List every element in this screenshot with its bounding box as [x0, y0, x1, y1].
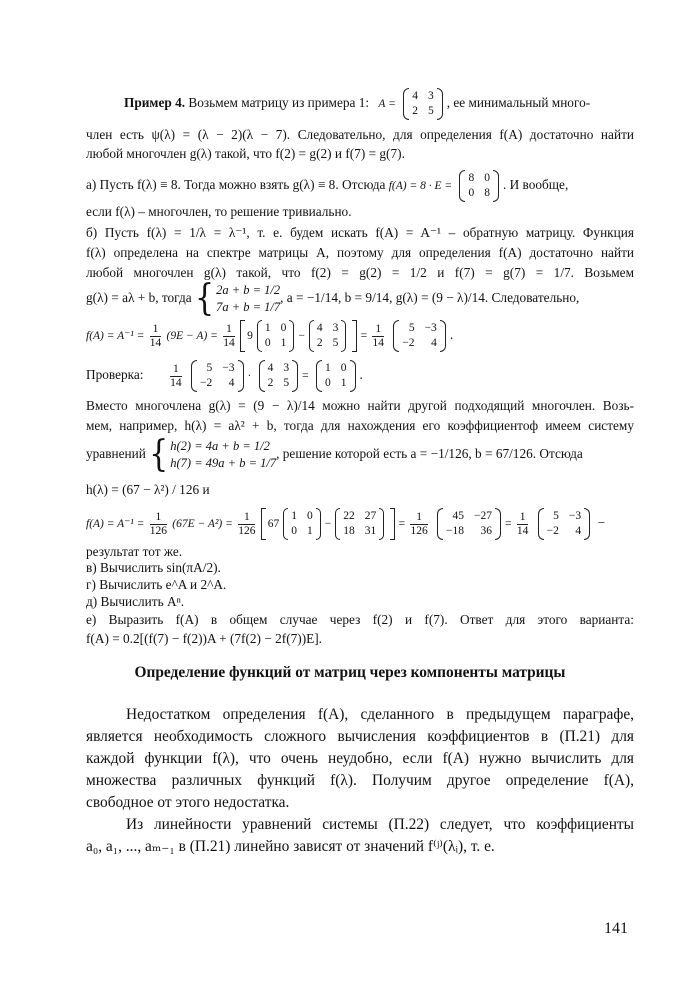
matrix-cell: −2 — [546, 525, 559, 537]
alt-formula: f(A) = A⁻¹ = $\frac{1}{126}$ (67E − A²) = $\frac{1}{126}$ 67 1 0 0 1 − 22 27 18 31 = $\frac{1}{126}$ 45 −27 −18 36 = $\frac{1}{14}$ 5 −3 −2 4 − — [86, 508, 634, 540]
case-a-line-1 — [86, 170, 634, 202]
case-b-line-4-post: , a = −1/14, b = 9/14, g(λ) = (9 − λ)/14. Следовательно, — [280, 290, 580, 306]
matrix-mid — [437, 508, 501, 540]
matrix-cell: 3 — [332, 322, 339, 334]
alt-mid: (67E − A²) = — [172, 518, 233, 531]
matrix-cell: 4 — [431, 337, 437, 349]
matrix-cell: 1 — [325, 362, 331, 374]
matrix-cell: 4 — [316, 322, 323, 334]
matrix-cell: 3 — [283, 362, 290, 374]
frac-1-126-b — [238, 511, 255, 538]
frac-den: 126 — [238, 524, 256, 537]
frac-num: 1 — [238, 511, 255, 525]
matrix-cell: 0 — [264, 337, 271, 349]
matrix-cell: −3 — [222, 362, 235, 374]
matrix-cell: 0 — [340, 362, 347, 374]
coef-9: 9 — [247, 330, 253, 342]
matrix-cell: 0 — [484, 172, 490, 184]
frac-den: 14 — [149, 336, 162, 349]
case-b-system: { 2a + b = 1/2 7a + b = 1/7 — [194, 277, 281, 320]
case-b-line-3: любой многочлен g(λ) такой, что f(2) = g(2) = 1/2 и f(7) = g(7) = 1/7. Возьмем — [86, 265, 634, 280]
alt-tail: − — [597, 515, 605, 531]
matrix-cell: 27 — [364, 510, 377, 522]
matrix-cell: −2 — [402, 337, 415, 349]
paragraph-1-line-4: множества различных функций f(λ). Получим другое определение f(A), — [86, 772, 634, 789]
check-label: Проверка: — [86, 367, 144, 383]
matrix-cell: 45 — [452, 510, 465, 522]
matrix-cell: 1 — [264, 322, 271, 334]
matrix-cell: 5 — [408, 322, 415, 334]
matrix-cell: 1 — [307, 525, 313, 537]
matrix-cell: 5 — [553, 510, 559, 522]
frac-1-126 — [150, 511, 167, 538]
paragraph-2-line-2: a₀, a₁, ..., aₘ₋₁ в (П.21) линейно зависят от значений f⁽ʲ⁾(λᵢ), т. е. — [86, 838, 495, 855]
item-v: в) Вычислить sin(πA/2). — [86, 560, 221, 575]
frac-den: 14 — [372, 336, 384, 349]
matrix-cell: −3 — [568, 510, 582, 522]
matrix-cell: 2 — [412, 105, 418, 117]
matrix-cell: 8 — [468, 172, 475, 184]
alt-matrix-result — [538, 508, 591, 540]
example-4-line-1 — [124, 88, 634, 120]
case-b-line-1: б) Пусть f(λ) = 1/λ = λ⁻¹, т. е. будем искать f(A) = A⁻¹ – обратную матрицу. Функция — [86, 225, 634, 240]
case-a-pre: а) Пусть f(λ) ≡ 8. Тогда можно взять g(λ) ≡ 8. Отсюда — [86, 177, 386, 193]
paragraph-1-line-2: является необходимость сложного вычисления коэффициентов в (П.21) для — [86, 728, 634, 745]
item-d: д) Вычислить Aⁿ. — [86, 594, 185, 609]
bracket-group: 9 1 0 0 1 − 4 3 2 5 — [240, 320, 357, 352]
matrix-cell: 18 — [343, 525, 355, 537]
item-g: г) Вычислить e^A и 2^A. — [86, 577, 227, 592]
matrix-E — [257, 320, 295, 352]
matrix-cell: 22 — [343, 510, 355, 522]
frac-1-126-c — [410, 511, 427, 538]
matrix-cell: 3 — [427, 90, 434, 102]
frac-den: 14 — [170, 376, 182, 389]
matrix-cell: 5 — [427, 105, 434, 117]
example-label: Пример 4. — [124, 95, 186, 111]
system-eq-2: 7a + b = 1/7 — [216, 300, 281, 314]
frac-num: 1 — [223, 323, 235, 337]
inverse-mid: (9E − A) = — [166, 330, 218, 343]
frac-num: 1 — [150, 511, 167, 525]
frac-1-14-b — [223, 323, 235, 350]
frac-1-14 — [150, 323, 162, 350]
matrix-A-squared — [335, 508, 384, 540]
example-4-line-2: член есть ψ(λ) = (λ − 2)(λ − 7). Следовательно, для определения f(A) достаточно найти — [86, 127, 634, 142]
matrix-cell: 4 — [267, 362, 274, 374]
alt-matrix-E — [283, 508, 321, 540]
coef-67: 67 — [267, 518, 280, 530]
matrix-cell: 1 — [280, 337, 287, 349]
case-b-line-2: f(λ) определена на спектре матрицы A, поэтому для определения f(A) достаточно найти — [86, 245, 634, 260]
matrix-cell: 1 — [340, 377, 347, 389]
matrix-A-repeat — [309, 320, 347, 352]
matrix-cell: 36 — [480, 525, 493, 537]
matrix-A — [403, 88, 443, 120]
example-tail: , ее минимальный много- — [446, 95, 591, 111]
alt-line-3 — [86, 433, 634, 476]
alt-system: { h(2) = 4a + b = 1/2 h(7) = 49a + b = 1/7 — [149, 433, 277, 476]
alt-bracket-group: 67 1 0 0 1 − 22 27 18 31 — [261, 508, 396, 540]
alt-line-4: h(λ) = (67 − λ²) / 126 и — [86, 482, 210, 497]
matrix-A-name: A = — [378, 98, 396, 111]
frac-den: 14 — [516, 524, 529, 537]
paragraph-1-line-3: каждой функции f(λ), что очень неудобно, если f(A) нужно вычислить для — [86, 750, 634, 767]
matrix-cell: 1 — [291, 510, 298, 522]
alt-line-1: Вместо многочлена g(λ) = (9 − λ)/14 можно найти другой подходящий многочлен. Возь- — [86, 398, 634, 413]
matrix-cell: 31 — [364, 525, 377, 537]
case-a-post: . И вообще, — [502, 177, 569, 193]
frac-1-14-c — [372, 323, 384, 350]
frac-den: 126 — [410, 524, 428, 537]
paragraph-1-line-1: Недостатком определения f(A), сделанного в предыдущем параграфе, — [126, 706, 634, 723]
matrix-cell: 0 — [291, 525, 298, 537]
example-4-line-3: любой многочлен g(λ) такой, что f(2) = g(2) и f(7) = g(7). — [86, 146, 405, 161]
matrix-cell: 5 — [283, 377, 290, 389]
paragraph-1-line-5: свободное от этого недостатка. — [86, 794, 290, 811]
frac-num: 1 — [150, 323, 162, 337]
paragraph-2-line-1: Из линейности уравнений системы (П.22) следует, что коэффициенты — [126, 816, 634, 833]
matrix-cell: −18 — [446, 525, 465, 537]
alt-line-3-pre: уравнений — [86, 446, 146, 462]
matrix-cell: 4 — [575, 525, 582, 537]
matrix-inverse-result — [393, 320, 446, 352]
item-e-line-2: f(A) = 0.2[(f(7) − f(2))A + (7f(2) − 2f(7))E]. — [86, 631, 323, 646]
frac-num: 1 — [517, 511, 529, 525]
inverse-formula: f(A) = A⁻¹ = $\frac{1}{14}$ (9E − A) = $\frac{1}{14}$ 9 1 0 0 1 − 4 3 2 5 = $\frac{1}{14}$ 5 −3 −2 4 . — [86, 320, 634, 352]
matrix-cell: 8 — [484, 187, 490, 199]
matrix-cell: 0 — [280, 322, 287, 334]
case-a-formula: f(A) = 8 · E = — [388, 180, 453, 193]
matrix-cell: 0 — [325, 377, 331, 389]
matrix-cell: 2 — [316, 337, 323, 349]
matrix-cell: 5 — [206, 362, 213, 374]
matrix-check-2 — [259, 360, 299, 392]
example-intro: Возьмем матрицу из примера 1: — [188, 95, 370, 111]
matrix-cell: −27 — [474, 510, 493, 522]
frac-num: 1 — [170, 363, 182, 377]
frac-den: 14 — [223, 336, 235, 349]
frac-den: 126 — [149, 524, 167, 537]
alt-eq-1: h(2) = 4a + b = 1/2 — [170, 439, 270, 453]
item-e-line-1: е) Выразить f(A) в общем случае через f(2) и f(7). Ответ для этого варианта: — [86, 612, 634, 627]
section-title: Определение функций от матриц через компоненты матрицы — [134, 664, 566, 681]
matrix-check-1 — [191, 360, 244, 392]
alt-line-2: мем, например, h(λ) = aλ² + b, тогда для нахождения его коэффициентоф имеем систему — [86, 418, 634, 433]
frac-check — [170, 363, 182, 390]
alt-line-3-post: , решение которой есть a = −1/126, b = 67/126. Отсюда — [276, 446, 583, 462]
matrix-cell: 4 — [228, 377, 235, 389]
matrix-cell: 2 — [267, 377, 274, 389]
alt-eq-2: h(7) = 49a + b = 1/7 — [170, 456, 277, 470]
matrix-cell: 0 — [468, 187, 475, 199]
alt-line-6: результат тот же. — [86, 544, 183, 559]
case-b-line-4 — [86, 277, 634, 320]
matrix-identity — [316, 360, 356, 392]
matrix-cell: −2 — [200, 377, 213, 389]
check-line: Проверка: $\frac{1}{14}$ 5 −3 −2 4 · 4 3 2 5 = 1 0 0 1 . — [86, 360, 634, 392]
case-a-line-2: если f(λ) – многочлен, то решение тривиально. — [86, 204, 352, 219]
matrix-8E — [459, 170, 499, 202]
matrix-cell: 4 — [412, 90, 418, 102]
matrix-cell: 0 — [307, 510, 313, 522]
frac-num: 1 — [410, 511, 427, 525]
system-eq-1: 2a + b = 1/2 — [216, 283, 281, 297]
inverse-lhs: f(A) = A⁻¹ = — [86, 330, 145, 343]
frac-num: 1 — [372, 323, 384, 337]
matrix-cell: 5 — [332, 337, 339, 349]
frac-1-14-alt — [517, 511, 529, 538]
page-number: 141 — [604, 920, 628, 937]
matrix-cell: −3 — [424, 322, 437, 334]
case-b-line-4-pre: g(λ) = aλ + b, тогда — [86, 290, 192, 306]
alt-lhs: f(A) = A⁻¹ = — [86, 518, 145, 531]
